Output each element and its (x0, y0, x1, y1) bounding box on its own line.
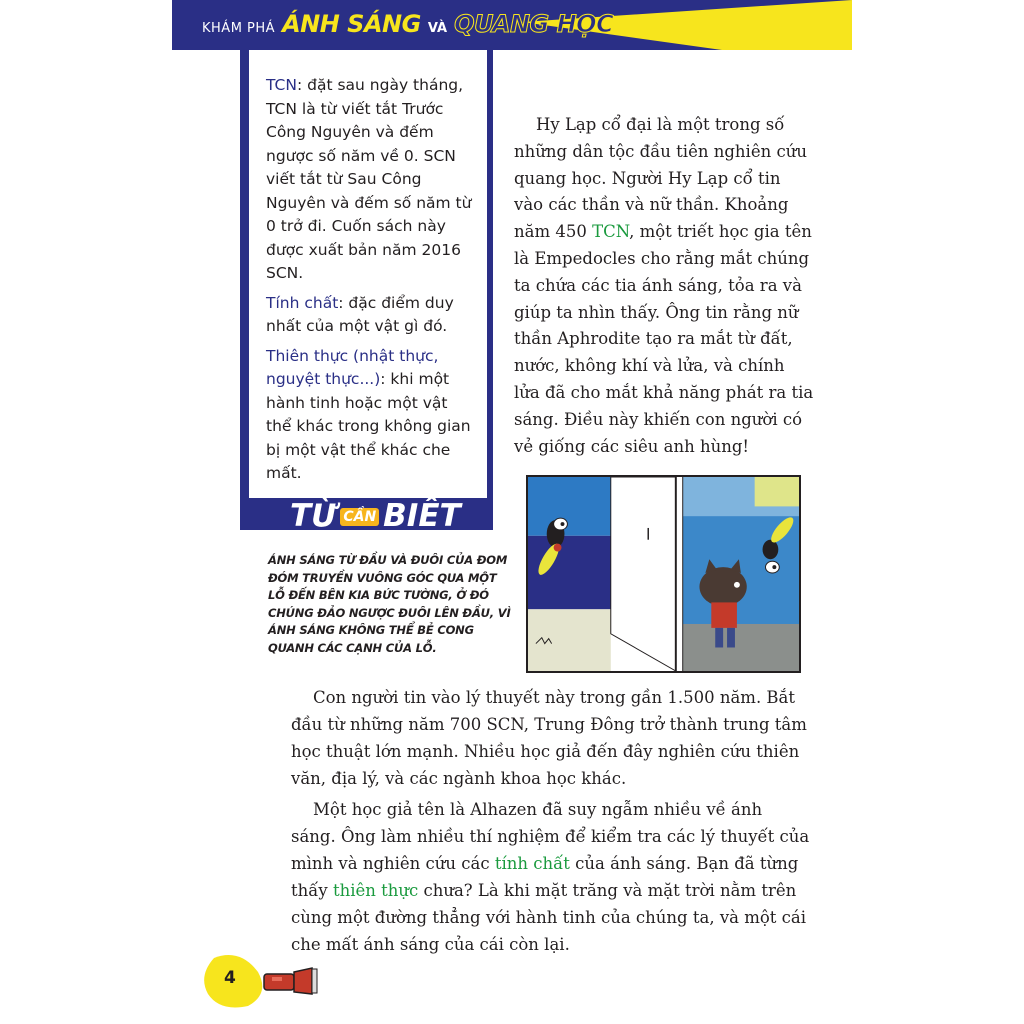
page-number: 4 (224, 968, 236, 988)
header-title (202, 10, 613, 38)
glossary-term: Tính chất (266, 293, 339, 312)
header-prefix: KHÁM PHÁ (202, 21, 276, 36)
glossary-title-part1: TỪ (290, 498, 337, 534)
main-text-a: Hy Lạp cổ đại là một trong số những dân tộc đầu tiên nghiên cứu quang học. Người Hy Lạp cổ tin vào các thần và nữ thần. Khoảng năm 450 (514, 115, 807, 242)
glossary-box (249, 50, 487, 498)
highlight-eclipse: thiên thực (332, 881, 419, 900)
flashlight-icon (262, 966, 320, 996)
highlight-properties: tính chất (494, 854, 570, 873)
highlight-tcn: TCN (592, 222, 630, 242)
glossary-term: TCN (266, 76, 297, 94)
glossary-title (290, 500, 461, 532)
glossary-entry (266, 74, 477, 286)
glossary-term: Thiên thực (nhật thực, nguyệt thực...) (266, 346, 439, 388)
alhazen-text-b: của ánh sáng. Bạn đã từng thấy (291, 854, 799, 900)
glossary-title-part2: CẦN (340, 508, 379, 526)
header-word-light: ÁNH SÁNG (282, 10, 421, 38)
paragraph-middle-east: Con người tin vào lý thuyết này trong gần 1.500 năm. Bắt đầu từ những năm 700 SCN, Trung Đông trở thành trung tâm học thuật lớn mạnh. Nhiều học giả đến đây nghiên cứu thiên văn, địa lý, và các ngành khoa học khác. (291, 688, 807, 788)
alhazen-text-a: Một học giả tên là Alhazen đã suy ngẫm nhiều về ánh sáng. Ông làm nhiều thí nghiệm để kiểm tra các lý thuyết của mình và nghiên cứu các (291, 800, 810, 873)
glossary-title-part3: BIẾT (383, 498, 461, 534)
glossary-definition: : khi một hành tinh hoặc một vật thể khác trong không gian bị một vật thể khác che mất. (266, 370, 471, 482)
glossary-entry (266, 345, 477, 486)
alhazen-text-c: chưa? Là khi mặt trăng và mặt trời nằm trên cùng một đường thẳng với hành tinh của chúng ta, và một cái che mất ánh sáng của cái còn lại. (291, 881, 807, 954)
glossary-definition: : đặt sau ngày tháng, TCN là từ viết tắt Trước Công Nguyên và đếm ngược số năm về 0. SCN viết tắt từ Sau Công Nguyên và đếm số năm từ 0 trở đi. Cuốn sách này được xuất bản năm 2016 SCN. (266, 76, 472, 282)
main-paragraph (514, 112, 814, 460)
glossary-definition: : đặc điểm duy nhất của một vật gì đó. (266, 293, 454, 335)
paragraph-alhazen (291, 796, 811, 958)
main-text-b: , một triết học gia tên là Empedocles cho rằng mắt chúng ta chứa các tia ánh sáng, tỏa ra và giúp ta nhìn thấy. Ông tin rằng nữ thần Aphrodite tạo ra mắt từ đất, nước, không khí và lửa, và chính lửa đã cho mắt khả năng phát ra tia sáng. Điều này khiến con người có vẻ giống các siêu anh hùng! (514, 222, 814, 456)
glossary-entry (266, 292, 477, 339)
comic-illustration (526, 475, 801, 673)
header-conj: VÀ (427, 21, 448, 36)
comic-caption: ÁNH SÁNG TỪ ĐẦU VÀ ĐUÔI CỦA ĐOM ĐÓM TRUYỀN VUÔNG GÓC QUA MỘT LỖ ĐẾN BÊN KIA BỨC TƯỜNG, Ở ĐÓ CHÚNG ĐẢO NGƯỢC ĐUÔI LÊN ĐẦU, VÌ ÁNH SÁNG KHÔNG THỂ BẺ CONG QUANH CÁC CẠNH CỦA LỖ. (268, 553, 511, 655)
header-word-optics: QUANG HỌC (454, 10, 614, 38)
header-banner (172, 0, 852, 50)
